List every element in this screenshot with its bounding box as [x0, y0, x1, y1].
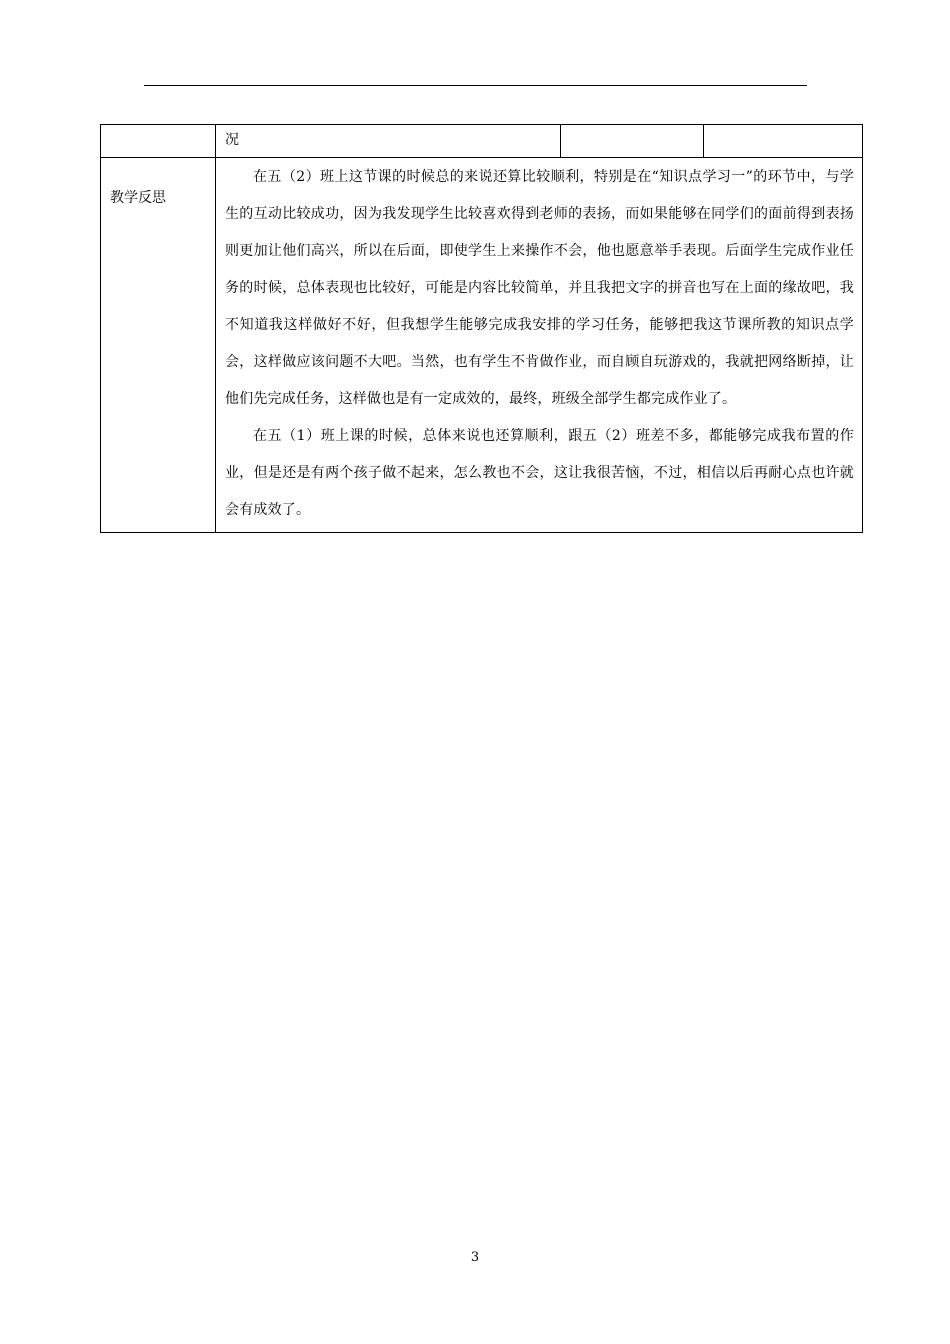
table-cell-empty — [704, 125, 863, 158]
reflection-paragraph: 在五（2）班上这节课的时候总的来说还算比较顺利，特别是在“知识点学习一”的环节中，与学生的互动比较成功，因为我发现学生比较喜欢得到老师的表扬，而如果能够在同学们的面前得到表扬则更加让他们高兴，所以在后面，即使学生上来操作不会，他也愿意举手表现。后面学生完成作业任务的时候，总体表现也比较好，可能是内容比较简单，并且我把文字的拼音也写在上面的缘故吧，我不知道我这样做好不好，但我想学生能够完成我安排的学习任务，能够把我这节课所教的知识点学会，这样做应该问题不大吧。当然，也有学生不肯做作业，而自顾自玩游戏的，我就把网络断掉，让他们先完成任务，这样做也是有一定成效的，最终，班级全部学生都完成作业了。 — [225, 169, 854, 407]
table-cell-empty — [101, 125, 216, 158]
table-cell-continued-text: 况 — [216, 125, 561, 158]
teaching-reflection-content — [216, 158, 863, 533]
lesson-table — [100, 124, 863, 533]
page-number: 3 — [470, 1250, 480, 1265]
table-cell-empty — [561, 125, 704, 158]
table-row — [101, 125, 863, 158]
reflection-paragraph: 在五（1）班上课的时候，总体来说也还算顺利，跟五（2）班差不多，都能够完成我布置的作业，但是还是有两个孩子做不起来，怎么教也不会，这让我很苦恼，不过，相信以后再耐心点也许就会有成效了。 — [225, 428, 854, 518]
table-row — [101, 158, 863, 533]
header-rule — [144, 85, 807, 86]
row-label-teaching-reflection: 教学反思 — [101, 158, 216, 533]
